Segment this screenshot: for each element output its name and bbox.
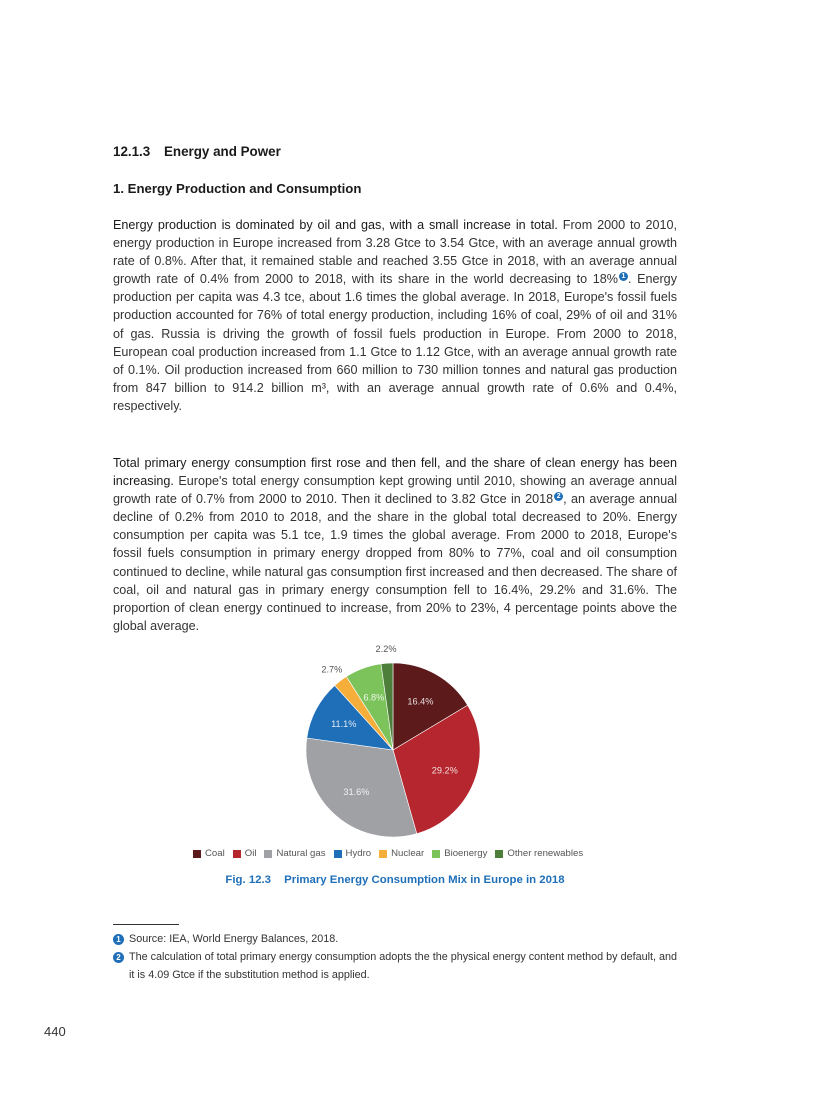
paragraph-body: From 2000 to 2010, energy production in Europe increased from 3.28 Gtce to 3.54 Gtce, with an average annual growth rate of 0.8%. After that, it remained stable and reached 3.55 Gtce in 2018, with an average annual growth rate of 0.4% from 2000 to 2018, with its share in the world decreasing to 18%	[113, 218, 677, 287]
legend-label: Nuclear	[391, 848, 425, 859]
footnote-text: Source: IEA, World Energy Balances, 2018.	[129, 933, 339, 945]
figure-number: Fig. 12.3	[225, 874, 271, 886]
paragraph-body-continued: , an average annual decline of 0.2% from 2010 to 2018, and the share in the global total decreased to 20%. Energy consumption per capita was 5.1 tce, 1.9 times the global average. From 2000 to 2018, Europe's fossil fuels consumption in primary energy dropped from 80% to 77%, coal and oil consumption continued to decline, while natural gas consumption first increased and then decreased. The share of coal, oil and natural gas in primary energy consumption fell to 16.4%, 29.2% and 31.6%. The proportion of clean energy continued to increase, from 20% to 23%, 4 percentage points above the global average.	[113, 492, 677, 633]
paragraph-body-continued: . Energy production per capita was 4.3 tce, about 1.6 times the global average. In 2018, Europe's fossil fuels production accounted for 76% of total energy production, including 16% of coal, 29% of oil and 31% of gas. Russia is driving the growth of fossil fuels production in Europe. From 2000 to 2018, European coal production increased from 1.1 Gtce to 1.12 Gtce, with an average annual growth rate of 0.1%. Oil production increased from 660 million to 730 million tonnes and natural gas production from 847 billion to 914.2 billion m³, with an average annual growth rate of 0.6% and 0.4%, respectively.	[113, 272, 677, 413]
pie-label-natural-gas: 31.6%	[343, 786, 370, 797]
footnote-marker-2: 2	[113, 952, 124, 963]
footnote-reference-1[interactable]: 1	[619, 272, 628, 281]
legend-item-natural-gas	[264, 848, 325, 859]
chart-legend	[193, 848, 591, 859]
paragraph-lead: Total primary energy consumption first rose and then fell, and the share of clean energy has been increasing.	[113, 456, 677, 489]
section-heading	[113, 144, 281, 159]
section-number: 12.1.3	[113, 144, 151, 159]
legend-item-bioenergy	[432, 848, 487, 859]
legend-swatch	[432, 850, 440, 858]
legend-swatch	[233, 850, 241, 858]
pie-slices	[306, 663, 480, 837]
page-number: 440	[44, 1024, 66, 1039]
legend-label: Bioenergy	[444, 848, 488, 859]
legend-item-nuclear	[379, 848, 424, 859]
legend-item-oil	[233, 848, 257, 859]
pie-label-other-renewables: 2.2%	[375, 644, 397, 655]
legend-swatch	[495, 850, 503, 858]
pie-chart	[0, 640, 816, 850]
figure-title: Primary Energy Consumption Mix in Europe in 2018	[284, 874, 565, 886]
legend-item-hydro	[334, 848, 372, 859]
legend-label: Hydro	[345, 848, 372, 859]
legend-item-coal	[193, 848, 225, 859]
legend-label: Other renewables	[507, 848, 584, 859]
footnote-2	[113, 949, 677, 984]
legend-swatch	[379, 850, 387, 858]
paragraph-energy-consumption	[113, 454, 677, 635]
legend-swatch	[334, 850, 342, 858]
legend-swatch	[193, 850, 201, 858]
pie-label-oil: 29.2%	[431, 765, 458, 776]
paragraph-body: Europe's total energy consumption kept growing until 2010, showing an average annual growth rate of 0.7% from 2000 to 2010. Then it declined to 3.82 Gtce in 2018	[113, 474, 677, 507]
section-title: Energy and Power	[163, 144, 281, 159]
pie-label-hydro: 11.1%	[331, 718, 357, 729]
footnote-marker-1: 1	[113, 934, 124, 945]
legend-label: Coal	[205, 848, 225, 859]
footnote-text: The calculation of total primary energy consumption adopts the the physical energy content method by default, and it is 4.09 Gtce if the substitution method is applied.	[129, 951, 677, 981]
legend-swatch	[264, 850, 272, 858]
footnote-divider	[113, 924, 179, 925]
paragraph-energy-production	[113, 216, 677, 415]
paragraph-lead: Energy production is dominated by oil and gas, with a small increase in total.	[113, 218, 558, 232]
footnote-1	[113, 931, 677, 949]
legend-label: Natural gas	[276, 848, 326, 859]
legend-item-other-renewables	[495, 848, 583, 859]
legend-label: Oil	[244, 848, 257, 859]
figure-caption	[0, 874, 790, 886]
pie-label-bioenergy: 6.8%	[363, 692, 385, 703]
footnote-reference-2[interactable]: 2	[554, 492, 563, 501]
pie-label-coal: 16.4%	[407, 696, 434, 707]
subsection-heading: 1. Energy Production and Consumption	[113, 181, 362, 196]
pie-label-nuclear: 2.7%	[321, 664, 343, 675]
